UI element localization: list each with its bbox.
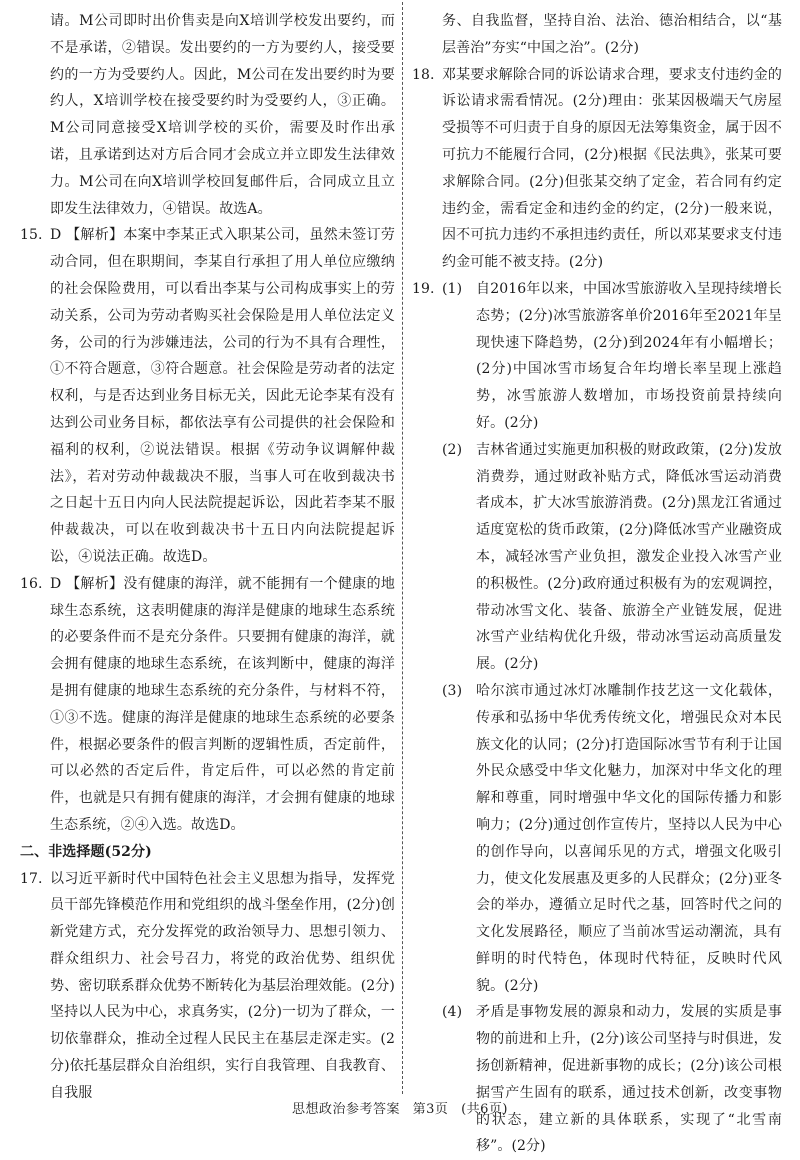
answer-19-part-1-text: 自2016年以来，中国冰雪旅游收入呈现持续增长态势；(2分)冰雪旅游客单价2016年至2021年呈现快速下降趋势，(2分)到2024年有小幅增长；(2分)中国冰雪市场复合年均增长率呈现上涨趋势，冰雪旅游人数增加，市场投资前景持续向好。(2分) xyxy=(476,280,782,431)
answer-18 xyxy=(412,62,782,276)
answer-18-number: 18. xyxy=(412,66,435,83)
footer-total-pages: (共6页) xyxy=(461,1102,508,1117)
answer-15 xyxy=(20,222,395,570)
answer-19-part-3-text: 哈尔滨市通过冰灯冰雕制作技艺这一文化载体，传承和弘扬中华优秀传统文化，增强民众对本民族文化的认同；(2分)打造国际冰雪节有利于让国外民众感受中华文化魅力，加深对中华文化的理解和尊重，同时增强中华文化的国际传播力和影响力；(2分)通过创作宣传片，坚持以人民为中心的创作导向，以喜闻乐见的方式，增强文化吸引力，使文化发展惠及更多的人民群众；(2分)亚冬会的举办，遵循立足时代之基，回答时代之问的文化发展路径，顺应了当前冰雪运动潮流，具有鲜明的时代特色，体现时代特征，反映时代风貌。(2分) xyxy=(476,682,782,994)
left-column xyxy=(20,8,395,1101)
answer-17 xyxy=(20,866,395,1107)
answer-19-number: 19. xyxy=(412,280,435,297)
answer-19-part-1-number: (1) xyxy=(442,280,463,297)
answer-19-part-3-number: (3) xyxy=(442,682,463,699)
answer-19-part-3 xyxy=(442,678,782,1000)
answer-18-text: 邓某要求解除合同的诉讼请求合理，要求支付违约金的诉讼请求需看情况。(2分)理由：张某因极端天气房屋受损等不可归责于自身的原因无法筹集资金，属于因不可抗力不能履行合同，(2分)根据《民法典》，张某可要求解除合同。(2分)但张某交纳了定金，若合同有约定违约金，需看定金和违约金的约定，(2分)一般来说，因不可抗力违约不承担违约责任，所以邓某要求支付违约金可能不被支持。(2分) xyxy=(442,66,782,271)
prev-answer-continuation: 请。M公司即时出价售卖是向X培训学校发出要约，而不是承诺，②错误。发出要约的一方为要约人，接受要约的一方为受要约人。因此，M公司在发出要约时为要约人，X培训学校在接受要约时为受要约人，③正确。M公司同意接受X培训学校的买价，需要及时作出承诺，且承诺到达对方后合同才会成立并立即发生法律效力。M公司在向X培训学校回复邮件后，合同成立且立即发生法律效力，④错误。故选A。 xyxy=(50,13,395,217)
section-heading-non-choice: 二、非选择题(52分) xyxy=(20,843,152,860)
answer-19-part-2-number: (2) xyxy=(442,441,463,458)
answer-19-part-2-text: 吉林省通过实施更加积极的财政政策，(2分)发放消费券，通过财政补贴方式，降低冰雪运动消费者成本，扩大冰雪旅游消费。(2分)黑龙江省通过适度宽松的货币政策，(2分)降低冰雪产业融资成本，减轻冰雪产业负担，激发企业投入冰雪产业的积极性。(2分)政府通过积极有为的宏观调控，带动冰雪文化、装备、旅游全产业链发展，促进冰雪产业结构优化升级，带动冰雪运动高质量发展。(2分) xyxy=(476,441,782,673)
answer-19-part-2 xyxy=(442,437,782,678)
answer-17-continuation: 务、自我监督，坚持自治、法治、德治相结合，以“基层善治”夯实“中国之治”。(2分) xyxy=(442,13,782,56)
answer-19-part-4 xyxy=(442,999,782,1160)
page-footer xyxy=(0,1098,800,1117)
answer-19-part-4-text: 矛盾是事物发展的源泉和动力，发展的实质是事物的前进和上升，(2分)该公司坚持与时俱进，发扬创新精神，促进新事物的成长；(2分)该公司根据雪产生固有的联系，通过技术创新，改变事物的状态，建立新的具体联系，实现了“北雪南移”。(2分) xyxy=(476,1004,782,1155)
answer-19 xyxy=(412,276,782,1160)
answer-19-body xyxy=(442,276,782,1160)
answer-16-number: 16. xyxy=(20,575,43,592)
footer-page-number: 第3页 xyxy=(412,1102,449,1117)
column-divider xyxy=(402,2,404,1094)
answer-19-part-1 xyxy=(442,276,782,437)
answer-15-number: 15. xyxy=(20,227,43,244)
answer-16-text: D 【解析】没有健康的海洋，就不能拥有一个健康的地球生态系统，这表明健康的海洋是健康的地球生态系统的必要条件而不是充分条件。只要拥有健康的海洋，就会拥有健康的地球生态系统，在该判断中，健康的海洋是拥有健康的地球生态系统的充分条件，与材料不符，①③不选。健康的海洋是健康的地球生态系统的必要条件，根据必要条件的假言判断的逻辑性质，否定前件，可以必然的否定后件，肯定后件，可以必然的肯定前件，也就是只有拥有健康的海洋，才会拥有健康的地球生态系统，②④入选。故选D。 xyxy=(50,575,395,833)
answer-19-part-4-number: (4) xyxy=(442,1004,463,1021)
answer-16 xyxy=(20,571,395,839)
answer-15-text: D 【解析】本案中李某正式入职某公司，虽然未签订劳动合同，但在职期间，李某自行承担了用人单位应缴纳的社会保险费用，可以看出李某与公司构成事实上的劳动关系，公司为劳动者购买社会保险是用人单位法定义务，公司的行为涉嫌违法，公司的行为不具有合理性，①不符合题意，③符合题意。社会保险是劳动者的法定权利，与是否达到业务目标无关，因此无论李某有没有达到公司业务目标，都依法享有公司提供的社会保险和福利的权利，②说法错误。根据《劳动争议调解仲裁法》，若对劳动仲裁裁决不服，当事人可在收到裁决书之日起十五日内向人民法院提起诉讼，因此若李某不服仲裁裁决，可以在收到裁决书十五日内向法院提起诉讼，④说法正确。故选D。 xyxy=(50,227,395,565)
answer-17-text: 以习近平新时代中国特色社会主义思想为指导，发挥党员干部先锋模范作用和党组织的战斗堡垒作用，(2分)创新党建方式，充分发挥党的政治领导力、思想引领力、群众组织力、社会号召力，将党的政治优势、组织优势、密切联系群众优势不断转化为基层治理效能。(2分)坚持以人民为中心，求真务实，(2分)一切为了群众，一切依靠群众，推动全过程人民民主在基层走深走实。(2分)依托基层群众自治组织，实行自我管理、自我教育、自我服 xyxy=(50,870,395,1101)
footer-subject: 思想政治参考答案 xyxy=(292,1102,401,1117)
answer-17-number: 17. xyxy=(20,870,43,887)
